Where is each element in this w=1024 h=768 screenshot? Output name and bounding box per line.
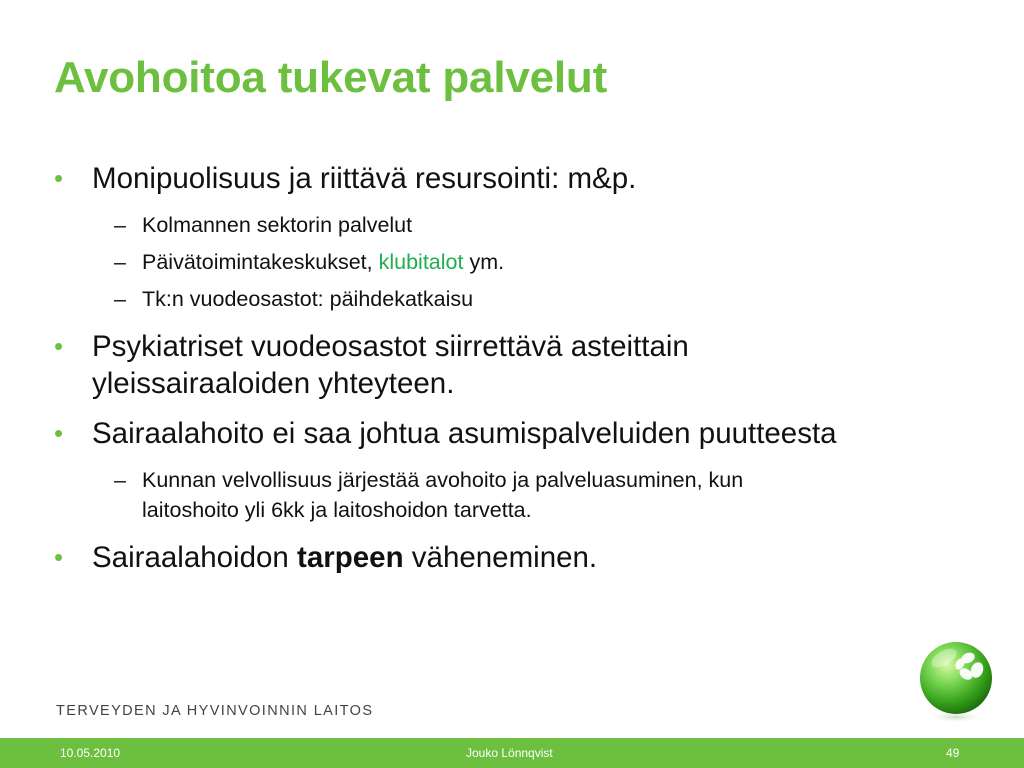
bullet-text-after: väheneminen. (403, 541, 598, 574)
bullet-text: Sairaalahoito ei saa johtua asumispalveluiden puutteesta (92, 417, 837, 450)
bullet-item (54, 415, 974, 452)
bullet-item (54, 539, 974, 576)
bullet-dot: • (54, 331, 64, 361)
green-globe-leaf-icon (914, 636, 998, 726)
sub-dash: – (114, 468, 126, 492)
bold-text: tarpeen (297, 541, 404, 574)
bullet-item (54, 328, 974, 402)
bullet-dot: • (54, 542, 64, 572)
bullet-text: Monipuolisuus ja riittävä resursointi: m&p. (92, 162, 637, 195)
sub-list (54, 465, 974, 525)
sub-item (54, 210, 974, 240)
sub-text-line-1: Kunnan velvollisuus järjestää avohoito ja palveluasuminen, kun (142, 468, 744, 492)
sub-dash: – (114, 287, 126, 311)
bullet-text-line-1: Psykiatriset vuodeosastot siirrettävä asteittain (92, 330, 689, 363)
page-number: 49 (946, 746, 960, 760)
slide-content (54, 160, 974, 589)
footer-bar (0, 738, 1024, 768)
sub-text: Tk:n vuodeosastot: päihdekatkaisu (142, 287, 474, 311)
sub-dash: – (114, 250, 126, 274)
bullet-text-before: Sairaalahoidon (92, 541, 298, 574)
bullet-dot: • (54, 418, 64, 448)
sub-item (54, 247, 974, 277)
bullet-dot: • (54, 163, 64, 193)
slide-title: Avohoitoa tukevat palvelut (54, 53, 608, 102)
sub-item (54, 465, 974, 525)
sub-dash: – (114, 213, 126, 237)
sub-item (54, 284, 974, 314)
sub-list (54, 210, 974, 314)
sub-text: Kolmannen sektorin palvelut (142, 213, 413, 237)
sub-text-before: Päivätoimintakeskukset, (142, 250, 379, 274)
highlighted-text: klubitalot (378, 250, 464, 274)
bullet-item (54, 160, 974, 197)
footer-author: Jouko Lönnqvist (466, 746, 553, 760)
footer-date: 10.05.2010 (60, 746, 121, 760)
organization-name: TERVEYDEN JA HYVINVOINNIN LAITOS (56, 703, 374, 719)
sub-text-after: ym. (463, 250, 505, 274)
bullet-text-line-2: yleissairaaloiden yhteyteen. (92, 367, 455, 400)
sub-text-line-2: laitoshoito yli 6kk ja laitoshoidon tarvetta. (142, 498, 532, 522)
